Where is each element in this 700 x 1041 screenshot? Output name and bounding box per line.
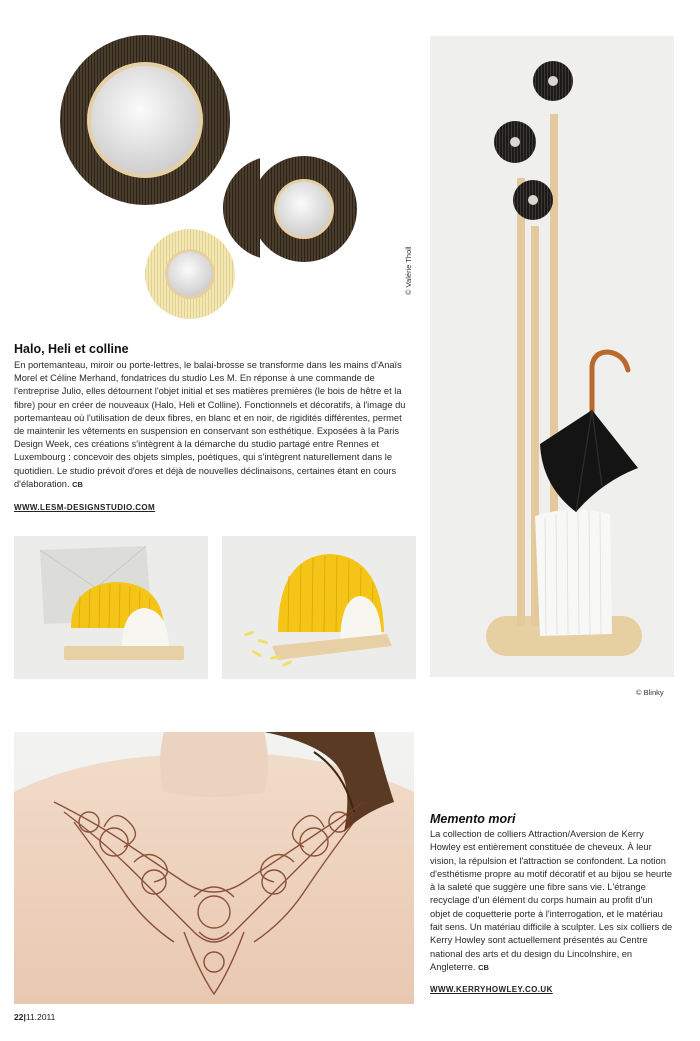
- article-halo: [14, 342, 406, 515]
- photo-credit-vertical: © Valérie Tholl: [404, 246, 413, 295]
- necklace-photo: [14, 732, 414, 1004]
- photo-credit-blinky: © Blinky: [636, 688, 664, 697]
- medium-mirror-photo: [250, 155, 358, 263]
- letter-holder-photo-2: [222, 536, 416, 679]
- page-number: 22: [14, 1012, 24, 1022]
- page-footer: 22|11.2011: [14, 1012, 56, 1022]
- letter-holder-photo-1: [14, 536, 208, 679]
- article-body: La collection de colliers Attraction/Aversion de Kerry Howley est entièrement constituée de cheveux. À leur vision, la répulsion et l'attraction se confondent. La notion d'esthétisme propre au motif décoratif et au bijou se heurte à la saleté que suggère une fibre sans vie. L'étrange recyclage d'un élément du corps humain au profit d'un objet de coquetterie porte à l'interrogation, et le matériau fait sens. Un matériau difficile à sculpter. Les six colliers de Kerry Howley sont actuellement présentés au Centre national des arts et du design du Lincolnshire, en Angleterre. CB: [430, 829, 673, 972]
- website-link[interactable]: WWW.LESM-DESIGNSTUDIO.COM: [14, 503, 156, 513]
- article-body: En portemanteau, miroir ou porte-lettres, le balai-brosse se transforme dans les mains d'Anaïs Morel et Céline Merhand, fondatrices du studio Les M. En réponse à une commande de l'entreprise Julio, elles détournent l'objet initial et ses matières premières (le bois de hêtre et la fibre) pour en créer de nouveaux (Halo, Heli et Colline). Fonctionnels et décoratifs, à l'image du portemanteau où l'utilisation de deux fibres, en blanc et en noir, de rigidités différentes, permet de maintenir les vêtements en suspension en conservant son esthétique. Exposées à la Paris Design Week, ces créations s'intègrent à la démarche du studio partagé entre Rennes et Luxembourg : concevoir des objets simples, poétiques, qui s'intègrent naturellement dans le quotidien. Le studio prévoit d'ores et déjà de nouvelles déclinaisons, certaines étant en cours d'élaboration. CB: [14, 360, 406, 489]
- article-memento-mori: [430, 812, 674, 997]
- article-title: Halo, Heli et colline: [14, 342, 129, 356]
- author-signature: CB: [478, 962, 489, 972]
- author-signature: CB: [72, 479, 83, 489]
- article-title: Memento mori: [430, 812, 516, 826]
- mirrors-photo: [40, 30, 260, 330]
- website-link[interactable]: WWW.KERRYHOWLEY.CO.UK: [430, 985, 553, 995]
- coat-stand-photo: [430, 36, 674, 677]
- issue-date: 11.2011: [25, 1012, 56, 1022]
